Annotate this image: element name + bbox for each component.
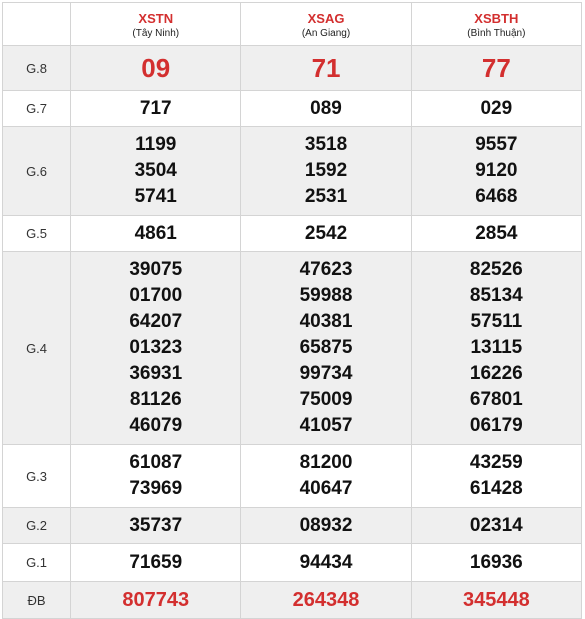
province-header-xsbth[interactable] [411,3,581,46]
result-number: 59988 [299,285,353,306]
result-number: 73969 [129,478,183,499]
result-number: 94434 [299,551,353,573]
result-number: 09 [141,53,171,83]
result-number: 64207 [129,311,183,332]
results-body [3,46,582,619]
prize-label: G.2 [3,508,71,544]
result-number: 16226 [469,363,523,384]
result-cell [71,46,241,91]
prize-label: G.3 [3,445,71,508]
result-number: 61087 [129,452,183,473]
result-cell [411,508,581,544]
result-number: 01323 [129,337,183,358]
result-number: 264348 [292,589,360,611]
result-number: 02314 [469,514,523,536]
result-number: 75009 [299,389,353,410]
prize-row [3,544,582,582]
result-number: 82526 [469,259,523,280]
result-number: 5741 [134,186,177,207]
result-number: 16936 [469,551,523,573]
result-number: 71659 [129,551,183,573]
result-number: 61428 [469,478,523,499]
province-code: XSAG [307,10,345,26]
result-number: 3504 [134,160,177,181]
result-cell [241,127,411,216]
result-number: 81126 [129,389,182,410]
result-number: 2531 [304,186,348,207]
province-header-xstn[interactable] [71,3,241,46]
result-number: 06179 [469,415,523,436]
result-cell [411,544,581,582]
result-number: 1199 [135,134,177,155]
result-number: 2542 [304,222,348,244]
result-number: 345448 [462,589,530,611]
prize-row [3,252,582,445]
prize-label: G.6 [3,127,71,216]
result-cell [71,445,241,508]
result-cell [411,91,581,127]
result-number: 99734 [299,363,353,384]
result-number: 3518 [304,134,348,155]
result-number: 6468 [475,186,518,207]
result-cell [71,216,241,252]
province-header-xsag[interactable] [241,3,411,46]
result-cell [411,252,581,445]
prize-row [3,46,582,91]
prize-row [3,508,582,544]
result-number: 41057 [299,415,353,436]
province-code: XSTN [138,10,174,26]
result-number: 717 [139,97,172,119]
result-number: 46079 [129,415,183,436]
result-number: 01700 [129,285,183,306]
result-cell [241,445,411,508]
result-number: 39075 [129,259,183,280]
result-cell [411,46,581,91]
result-number: 08932 [299,514,353,536]
result-number: 13115 [470,337,523,358]
result-cell [241,91,411,127]
result-number: 47623 [299,259,353,280]
result-number: 089 [310,97,342,119]
result-number: 9120 [475,160,518,181]
header-row [3,3,582,46]
prize-label: G.4 [3,252,71,445]
result-cell [71,544,241,582]
result-number: 81200 [299,452,353,473]
result-cell [71,252,241,445]
result-number: 9557 [475,134,518,155]
province-name: (Tây Ninh) [132,27,180,39]
result-number: 67801 [469,389,523,410]
lottery-results-table [2,2,582,619]
result-cell [411,445,581,508]
result-number: 43259 [469,452,523,473]
prize-label: G.7 [3,91,71,127]
prize-row [3,216,582,252]
result-cell [241,544,411,582]
result-cell [71,508,241,544]
result-cell [241,252,411,445]
prize-label: G.8 [3,46,71,91]
result-number: 65875 [299,337,353,358]
prize-row [3,127,582,216]
prize-row [3,445,582,508]
result-number: 4861 [134,222,177,244]
result-number: 71 [311,53,341,83]
result-cell [241,216,411,252]
corner-cell [3,3,71,46]
result-number: 57511 [470,311,523,332]
prize-label: G.1 [3,544,71,582]
prize-row [3,91,582,127]
result-number: 35737 [129,514,183,536]
result-number: 029 [480,97,513,119]
prize-label: ĐB [3,582,71,619]
result-number: 2854 [475,222,518,244]
result-number: 77 [481,53,511,83]
province-name: (An Giang) [301,27,351,39]
result-number: 40381 [299,311,353,332]
result-cell [241,46,411,91]
result-number: 36931 [129,363,183,384]
result-cell [241,508,411,544]
province-name: (Bình Thuận) [467,27,526,39]
province-code: XSBTH [474,10,519,26]
result-number: 1592 [304,160,348,181]
result-cell [411,216,581,252]
prize-label: G.5 [3,216,71,252]
result-number: 807743 [122,589,190,611]
result-cell [71,91,241,127]
result-cell [411,127,581,216]
result-number: 40647 [299,478,353,499]
result-number: 85134 [469,285,523,306]
result-cell [71,127,241,216]
